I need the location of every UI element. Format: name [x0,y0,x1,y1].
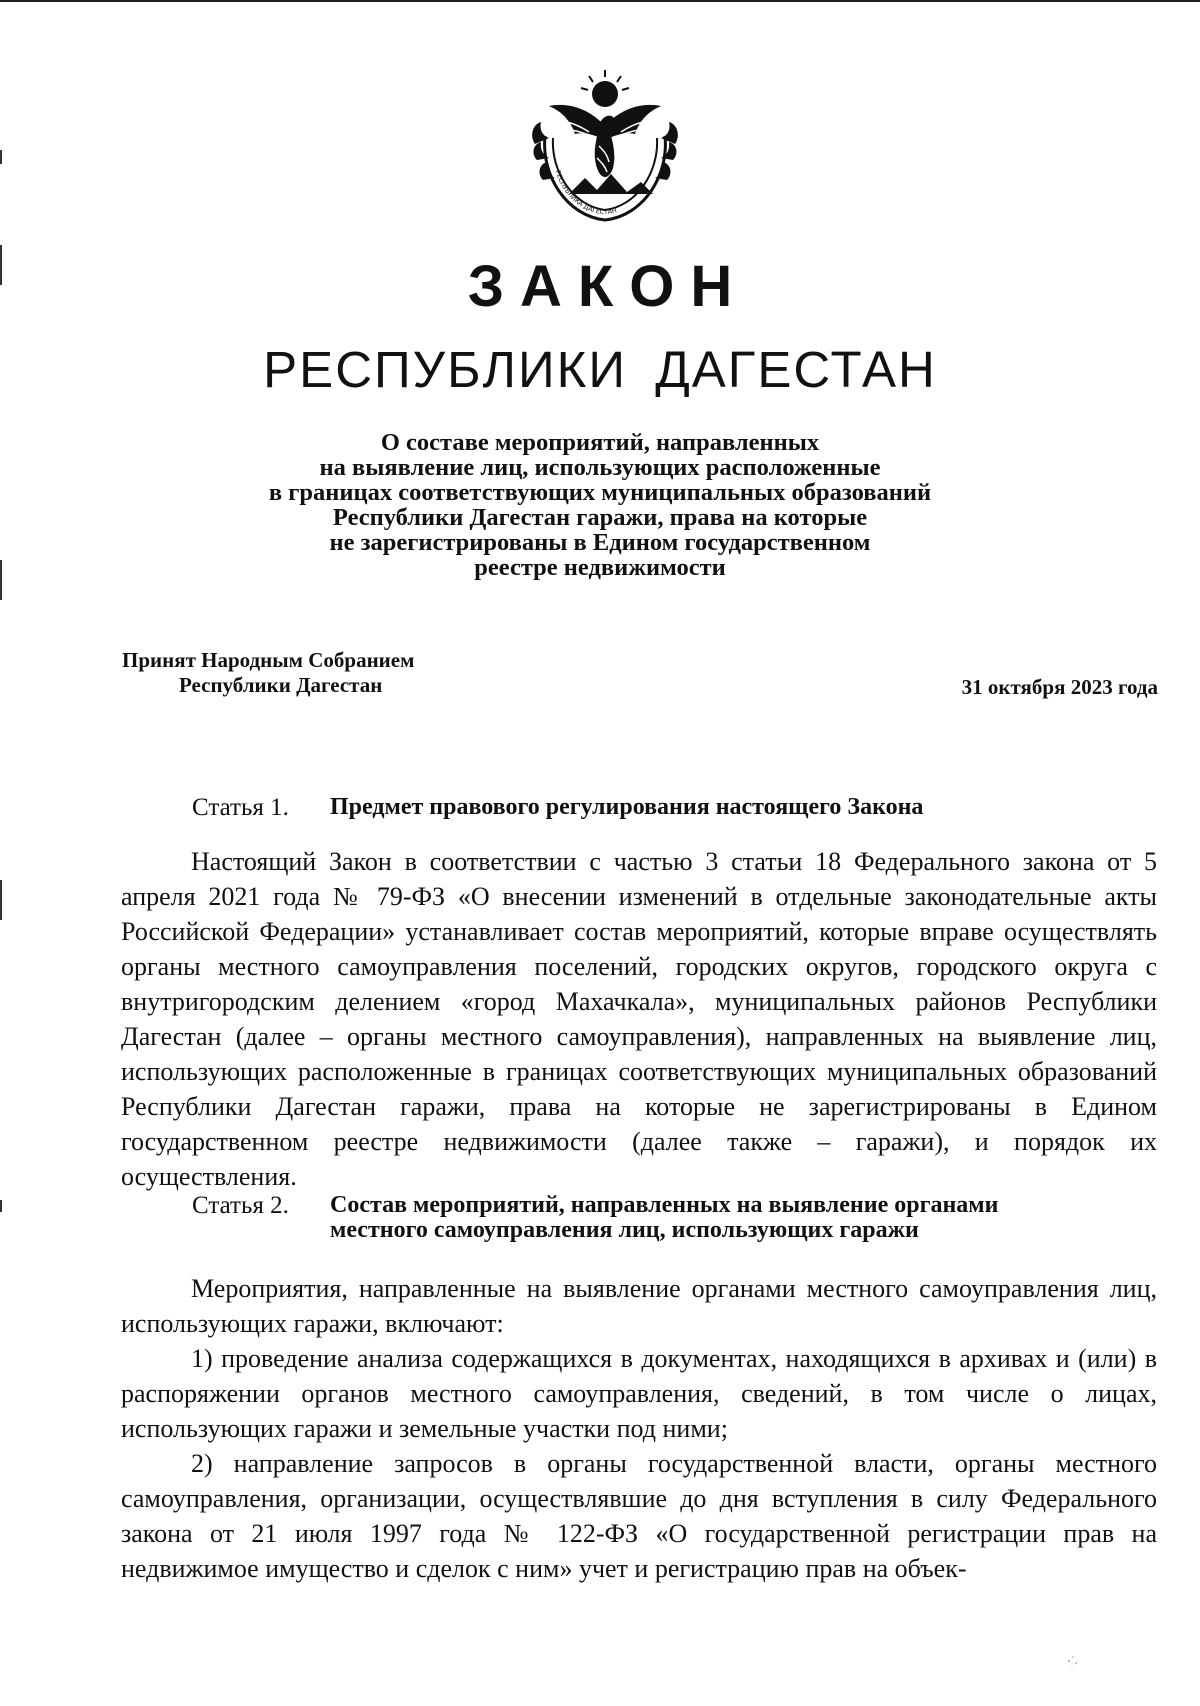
article-2-number: Статья 2. [192,1192,289,1219]
law-heading-line: Республики Дагестан гаражи, права на которые [332,504,868,531]
article-1-heading [192,795,923,820]
article-2-body [121,1271,1157,1586]
law-heading-line: не зарегистрированы в Едином государственном [329,529,871,556]
article-2-item-1: 1) проведение анализа содержащихся в документах, находящихся в архивах и (или) в распоряжении органов местного самоуправления, сведений, в том числе о лицах, использующих гаражи и земельные участки под ними; [121,1344,1157,1443]
law-heading-line: О составе мероприятий, направленных [380,429,820,456]
article-1-number: Статья 1. [192,794,289,821]
article-1-paragraph: Настоящий Закон в соответствии с частью 3 статьи 18 Федерального закона от 5 апреля 2021 года № 79-ФЗ «О внесении изменений в отдельные законодательные акты Российской Федерации» устанавливает состав мероприятий, которые вправе осуществлять органы местного самоуправления поселений, городских округов, городского округа с внутригородским делением «город Махачкала», муниципальных районов Республики Дагестан (далее – органы местного самоуправления), направленных на выявление лиц, использующих расположенные в границах соответствующих муниципальных образований Республики Дагестан гаражи, права на которые не зарегистрированы в Едином государственном реестре недвижимости (далее также – гаражи), и порядок их осуществления. [121,847,1157,1191]
law-heading [170,430,1030,580]
article-2-item-2: 2) направление запросов в органы государственной власти, органы местного самоуправления, организации, осуществлявшие до дня вступления в силу Федерального закона от 21 июля 1997 года № 122-ФЗ «О государственной регистрации прав на недвижимое имущество и сделок с ним» учет и регистрацию прав на объек- [121,1449,1157,1583]
coat-of-arms-icon [527,66,683,226]
article-2-heading [192,1193,1100,1243]
article-2-title [330,1193,1100,1243]
page-top-border [0,0,1200,2]
law-heading-line: реестре недвижимости [474,554,726,581]
article-2-title-line-1: Состав мероприятий, направленных на выявление органами [330,1192,999,1218]
article-1-title: Предмет правового регулирования настоящего Закона [330,794,924,820]
document-subtitle: РЕСПУБЛИКИ ДАГЕСТАН [263,341,937,398]
law-heading-line: в границах соответствующих муниципальных образований [268,479,932,506]
article-2-title-line-2: местного самоуправления лиц, использующих гаражи [330,1217,919,1243]
adoption-date: 31 октября 2023 года [961,675,1158,699]
law-heading-line: на выявление лиц, использующих расположенные [319,454,881,481]
adoption-line-2: Республики Дагестан [179,673,383,697]
article-1-body [121,844,1157,1194]
emblem-ring-text: РЕСПУБЛИКА ДАГЕСТАН [553,169,618,217]
adoption-line-1: Принят Народным Собранием [122,648,415,672]
scan-speck [1066,1653,1080,1667]
article-2-intro: Мероприятия, направленные на выявление органами местного самоуправления лиц, использующих гаражи, включают: [121,1274,1157,1338]
adoption-authority [122,648,414,698]
document-title: ЗАКОН [467,254,749,319]
